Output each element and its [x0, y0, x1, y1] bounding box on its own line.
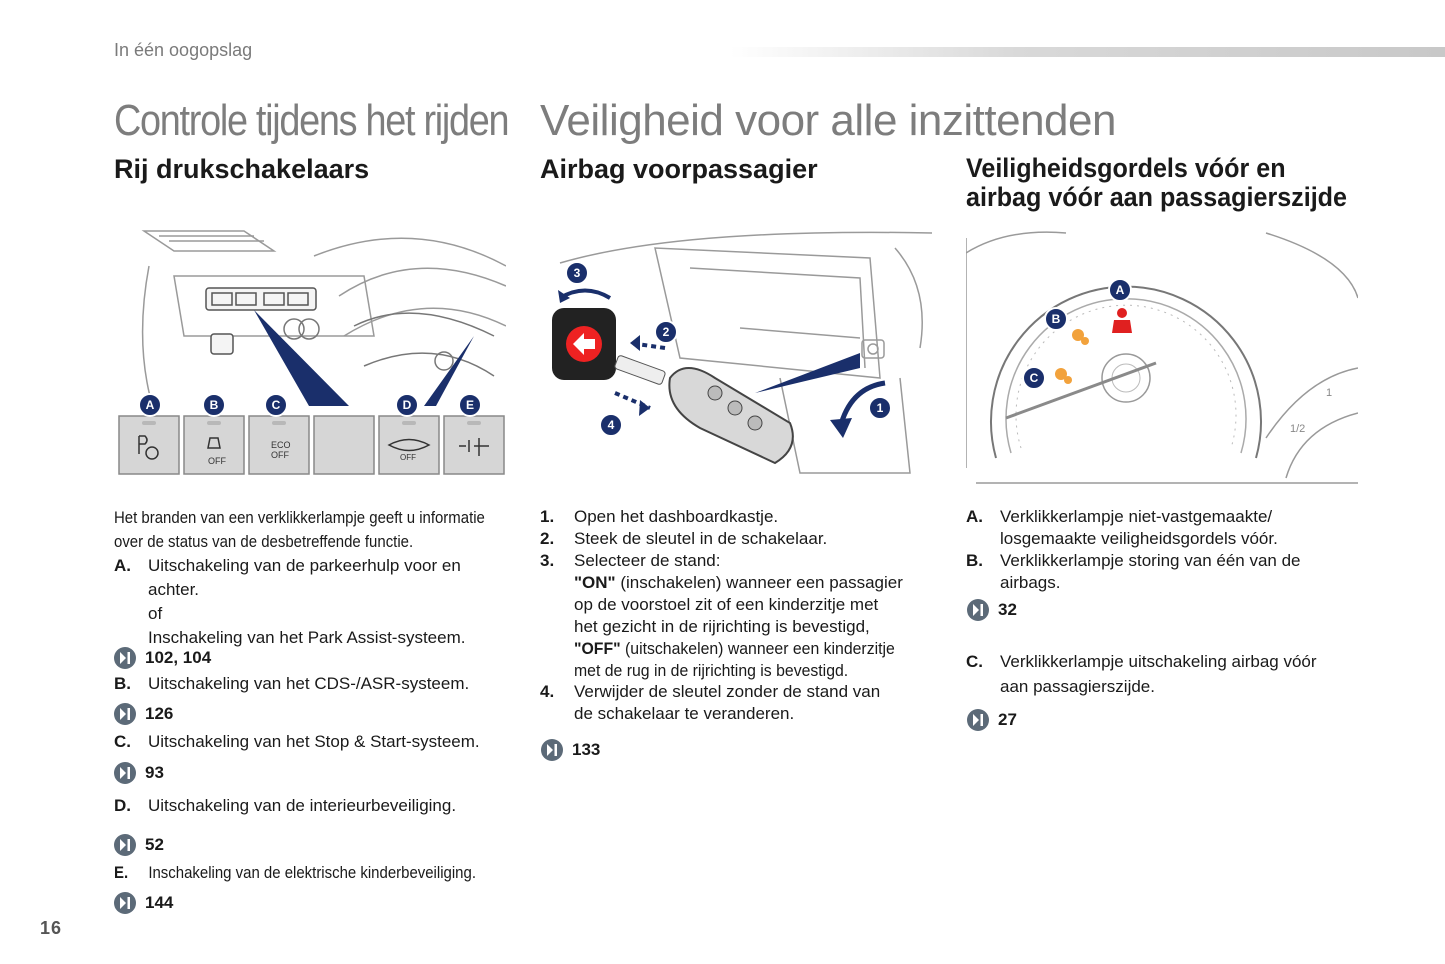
- airbag-step-4-line1: Verwijder de sleutel zonder de stand van: [574, 682, 881, 701]
- switch-intro: [114, 506, 485, 554]
- instrument-cluster-illustration: [966, 228, 1358, 492]
- switch-item-b-label: B.: [114, 674, 131, 693]
- airbag-step-1-text: Open het dashboardkastje.: [574, 507, 779, 526]
- page-ref-icon: [966, 708, 990, 732]
- airbag-step-3-num: 3.: [540, 551, 555, 570]
- dial-text-half: 1/2: [1290, 423, 1306, 435]
- ref-link-d[interactable]: [113, 833, 164, 857]
- airbag-step-4-num: 4.: [540, 682, 555, 701]
- fig-left-label-e: E: [465, 398, 475, 412]
- section-title-main: Veiligheid voor alle inzittenden: [540, 96, 1116, 145]
- page-ref-icon: [113, 833, 137, 857]
- fig-left-label-a: A: [145, 398, 155, 412]
- airbag-off-key: "OFF": [574, 639, 621, 658]
- switch-item-c: [114, 731, 480, 753]
- airbag-step-3-text: Selecteer de stand:: [574, 551, 721, 570]
- switch-item-e-label: E.: [114, 863, 129, 882]
- airbag-step-2-text: Steek de sleutel in de schakelaar.: [574, 529, 828, 548]
- dial-text-one: 1: [1326, 387, 1333, 399]
- fig-mid-label-3: 3: [573, 266, 581, 280]
- ref-link-b-pages: 126: [145, 704, 174, 723]
- airbag-step-1: [540, 506, 778, 528]
- warning-item-c-line2: aan passagierszijde.: [1000, 677, 1155, 696]
- ref-link-airbag[interactable]: [540, 738, 600, 762]
- warning-item-b-label: B.: [966, 551, 983, 570]
- header-bar: [730, 47, 1445, 57]
- airbag-on-key: "ON": [574, 573, 616, 592]
- subtitle-seatbelts: [966, 154, 1347, 212]
- fig-mid-label-1: 1: [876, 401, 884, 415]
- ref-link-c[interactable]: [113, 761, 164, 785]
- fig-right-label-c: C: [1029, 371, 1039, 385]
- ref-link-warning-ab[interactable]: [966, 598, 1017, 622]
- airbag-on-line1: [574, 572, 919, 594]
- airbag-on-line3: het gezicht in de rijrichting is bevestigd,: [574, 617, 870, 636]
- warning-item-b-line2: airbags.: [1000, 573, 1061, 592]
- airbag-switch-illustration: [540, 228, 932, 484]
- switch-item-b-text: Uitschakeling van het CDS-/ASR-systeem.: [148, 674, 470, 693]
- fig-right-label-a: A: [1115, 283, 1125, 297]
- eco-off-text-1: ECO: [271, 440, 291, 450]
- switch-item-a: [114, 554, 465, 650]
- switch-item-d-text: Uitschakeling van de interieurbeveiliging.: [148, 796, 457, 815]
- airbag-off-icon: [1055, 368, 1072, 384]
- seatbelt-warning-icon: [1112, 308, 1132, 333]
- airbag-off-line2: met de rug in de rijrichting is bevestigd.: [574, 661, 849, 680]
- subtitle-airbag: Airbag voorpassagier: [540, 154, 818, 184]
- eco-off-text-2: OFF: [271, 450, 289, 460]
- ref-link-warning-c-pages: 27: [998, 710, 1017, 729]
- switch-item-e: [114, 862, 476, 884]
- switch-item-b: [114, 673, 469, 695]
- switch-item-a-label: A.: [114, 556, 131, 575]
- airbag-step-2-num: 2.: [540, 529, 555, 548]
- fig-left-label-b: B: [209, 398, 219, 412]
- airbag-off-desc: (uitschakelen) wanneer een kinderzitje: [620, 639, 895, 658]
- switch-item-a-line1: Uitschakeling van de parkeerhulp voor en: [148, 556, 461, 575]
- airbag-step-1-num: 1.: [540, 507, 555, 526]
- switch-panel-illustration: [114, 226, 506, 482]
- page-ref-icon: [113, 761, 137, 785]
- switch-intro-line2: over de status van de desbetreffende functie.: [114, 532, 414, 551]
- switch-item-a-line2: achter.: [148, 580, 200, 599]
- airbag-step-4-line2: de schakelaar te veranderen.: [574, 704, 795, 723]
- warning-item-a-label: A.: [966, 507, 983, 526]
- ref-link-warning-ab-pages: 32: [998, 600, 1017, 619]
- switch-intro-line1: Het branden van een verklikkerlampje geeft u informatie: [114, 508, 485, 527]
- switch-item-e-text: Inschakeling van de elektrische kinderbeveiliging.: [148, 863, 476, 882]
- cds-off-text: OFF: [208, 456, 226, 466]
- switch-item-d-label: D.: [114, 796, 131, 815]
- alarm-off-text: OFF: [400, 453, 416, 462]
- ref-link-e[interactable]: [113, 891, 173, 915]
- fig-right-label-b: B: [1051, 312, 1061, 326]
- airbag-on-desc: (inschakelen) wanneer een passagier: [615, 573, 903, 592]
- ref-link-a[interactable]: [113, 646, 211, 670]
- page-ref-icon: [113, 646, 137, 670]
- switch-item-c-text: Uitschakeling van het Stop & Start-systeem.: [148, 732, 480, 751]
- ref-link-d-pages: 52: [145, 835, 164, 854]
- page-ref-icon: [540, 738, 564, 762]
- airbag-step-4: [540, 681, 880, 725]
- page-number: 16: [40, 918, 63, 938]
- fig-mid-label-2: 2: [662, 325, 670, 339]
- switch-item-c-label: C.: [114, 732, 131, 751]
- warning-item-a-line1: Verklikkerlampje niet-vastgemaakte/: [1000, 507, 1273, 526]
- ref-link-warning-c[interactable]: [966, 708, 1017, 732]
- ref-link-e-pages: 144: [145, 893, 174, 912]
- airbag-fault-icon: [1072, 329, 1089, 345]
- ref-link-c-pages: 93: [145, 763, 164, 782]
- warning-item-a: [966, 506, 1278, 550]
- ref-link-b[interactable]: [113, 702, 173, 726]
- warning-item-c-label: C.: [966, 652, 983, 671]
- fig-mid-label-4: 4: [607, 418, 615, 432]
- warning-item-b: [966, 550, 1301, 594]
- ref-link-a-pages: 102, 104: [145, 648, 212, 667]
- page-ref-icon: [966, 598, 990, 622]
- warning-item-b-line1: Verklikkerlampje storing van één van de: [1000, 551, 1301, 570]
- ref-link-airbag-pages: 133: [572, 740, 601, 759]
- page-ref-icon: [113, 702, 137, 726]
- subtitle-switches: Rij drukschakelaars: [114, 154, 370, 184]
- airbag-on-line2: op de voorstoel zit of een kinderzitje met: [574, 595, 879, 614]
- airbag-step-3: [540, 550, 919, 682]
- subtitle-seatbelts-line1: Veiligheidsgordels vóór en: [966, 153, 1286, 183]
- page-ref-icon: [113, 891, 137, 915]
- airbag-off-line1: [574, 638, 895, 660]
- section-title-left: Controle tijdens het rijden: [114, 96, 509, 145]
- switch-item-a-line4: Inschakeling van het Park Assist-systeem.: [148, 628, 466, 647]
- switch-item-d: [114, 795, 456, 817]
- warning-item-c: [966, 649, 1317, 699]
- fig-left-label-c: C: [271, 398, 281, 412]
- subtitle-seatbelts-line2: airbag vóór aan passagierszijde: [966, 182, 1347, 212]
- switch-item-a-line3: of: [148, 604, 163, 623]
- warning-item-a-line2: losgemaakte veiligheidsgordels vóór.: [1000, 529, 1278, 548]
- fig-left-label-d: D: [402, 398, 412, 412]
- breadcrumb: In één oogopslag: [114, 40, 253, 60]
- warning-item-c-line1: Verklikkerlampje uitschakeling airbag vóór: [1000, 652, 1317, 671]
- airbag-step-2: [540, 528, 827, 550]
